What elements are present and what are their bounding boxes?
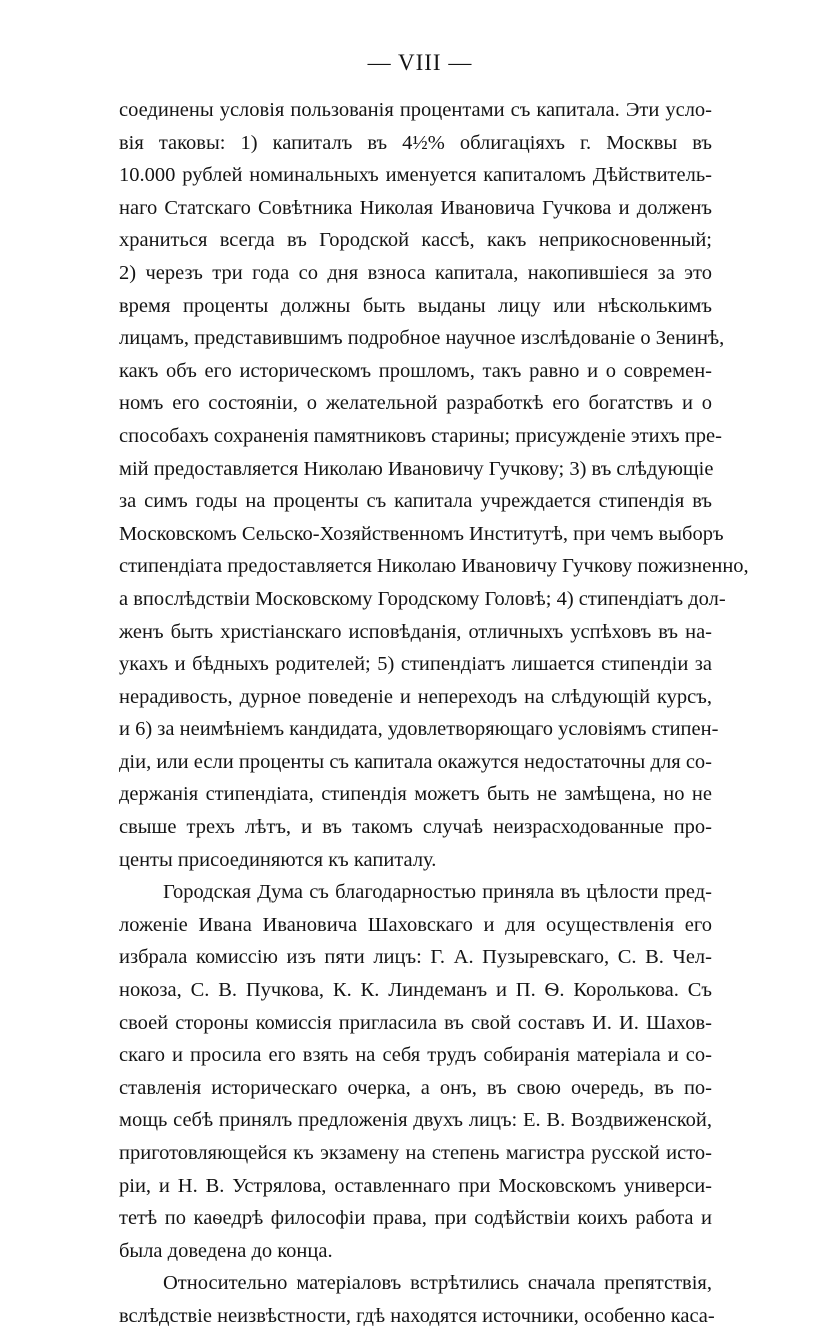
text-line: ставленія историческаго очерка, а онъ, въ свою очередь, въ по- (119, 1076, 712, 1099)
page-number: — VIII — (367, 50, 473, 75)
paragraph-3 (119, 1267, 715, 1332)
text-line: за симъ годы на проценты съ капитала учреждается стипендія въ (119, 490, 712, 513)
paragraph-2 (119, 876, 712, 1267)
text-line: 2) черезъ три года со дня взноса капитала, накопившіеся за это (119, 261, 712, 284)
text-line: женъ быть христіанскаго исповѣданія, отличныхъ успѣховъ въ на- (119, 620, 712, 643)
text-line: ложеніе Ивана Ивановича Шаховскаго и для осуществленія его (119, 913, 712, 936)
text-line: а впослѣдствіи Московскому Городскому Головѣ; 4) стипендіатъ дол- (119, 587, 726, 610)
text-line: мощь себѣ принялъ предложенія двухъ лицъ: Е. В. Воздвиженской, (119, 1109, 712, 1132)
text-line: какъ объ его историческомъ прошломъ, такъ равно и о современ- (119, 359, 712, 382)
text-line: и 6) за неимѣніемъ кандидата, удовлетворяющаго условіямъ стипен- (119, 718, 719, 741)
text-line: вія таковы: 1) капиталъ въ 4½% облигаціяхъ г. Москвы въ (119, 131, 712, 154)
text-line: Относительно матеріаловъ встрѣтились сначала препятствія, (163, 1272, 712, 1295)
text-line: ріи, и Н. В. Устрялова, оставленнаго при Московскомъ универси- (119, 1174, 712, 1197)
text-line: нерадивость, дурное поведеніе и непереходъ на слѣдующій курсъ, (119, 685, 712, 708)
text-line: наго Статскаго Совѣтника Николая Ивановича Гучкова и долженъ (119, 196, 712, 219)
text-line: мій предоставляется Николаю Ивановичу Гучкову; 3) въ слѣдующіе (119, 457, 714, 480)
text-line: избрала комиссію изъ пяти лицъ: Г. А. Пузыревскаго, С. В. Чел- (119, 946, 712, 969)
text-line: вслѣдствіе неизвѣстности, гдѣ находятся источники, особенно каса- (119, 1304, 715, 1327)
text-line: стипендіата предоставляется Николаю Ивановичу Гучкову пожизненно, (119, 555, 749, 578)
text-line: время проценты должны быть выданы лицу или нѣсколькимъ (119, 294, 712, 317)
text-line: нокоза, С. В. Пучкова, К. К. Линдеманъ и П. Ѳ. Королькова. Съ (119, 979, 712, 1002)
text-line: Московскомъ Сельско-Хозяйственномъ Институтѣ, при чемъ выборъ (119, 522, 724, 545)
text-line: діи, или если проценты съ капитала окажутся недостаточны для со- (119, 750, 712, 773)
text-line: 10.000 рублей номинальныхъ именуется капиталомъ Дѣйствитель- (119, 164, 712, 187)
text-line: храниться всегда въ Городской кассѣ, какъ неприкосновенный; (119, 229, 712, 252)
text-line: своей стороны комиссія пригласила въ свой составъ И. И. Шахов- (119, 1011, 712, 1034)
paragraph-1 (119, 94, 749, 876)
page-text (119, 94, 749, 1333)
text-line: соединены условія пользованія процентами съ капитала. Эти усло- (119, 99, 712, 121)
text-line: скаго и просила его взять на себя трудъ собиранія матеріала и со- (119, 1044, 712, 1067)
text-line: Городская Дума съ благодарностью приняла въ цѣлости пред- (163, 881, 712, 904)
text-line: центы присоединяются къ капиталу. (119, 848, 437, 871)
text-line: номъ его состояніи, о желательной разработкѣ его богатствъ и о (119, 392, 712, 415)
text-line: тетѣ по каѳедрѣ философіи права, при содѣйствіи коихъ работа и (119, 1207, 712, 1230)
text-line: держанія стипендіата, стипендія можетъ быть не замѣщена, но не (119, 783, 712, 806)
text-line: лицамъ, представившимъ подробное научное изслѣдованіе о Зенинѣ, (119, 327, 725, 350)
text-line: была доведена до конца. (119, 1239, 333, 1262)
text-line: свыше трехъ лѣтъ, и въ такомъ случаѣ неизрасходованные про- (119, 816, 712, 839)
text-line: способахъ сохраненія памятниковъ старины; присужденіе этихъ пре- (119, 424, 722, 447)
text-line: приготовляющейся къ экзамену на степень магистра русской исто- (119, 1142, 712, 1164)
text-line: укахъ и бѣдныхъ родителей; 5) стипендіатъ лишается стипендіи за (119, 653, 712, 676)
